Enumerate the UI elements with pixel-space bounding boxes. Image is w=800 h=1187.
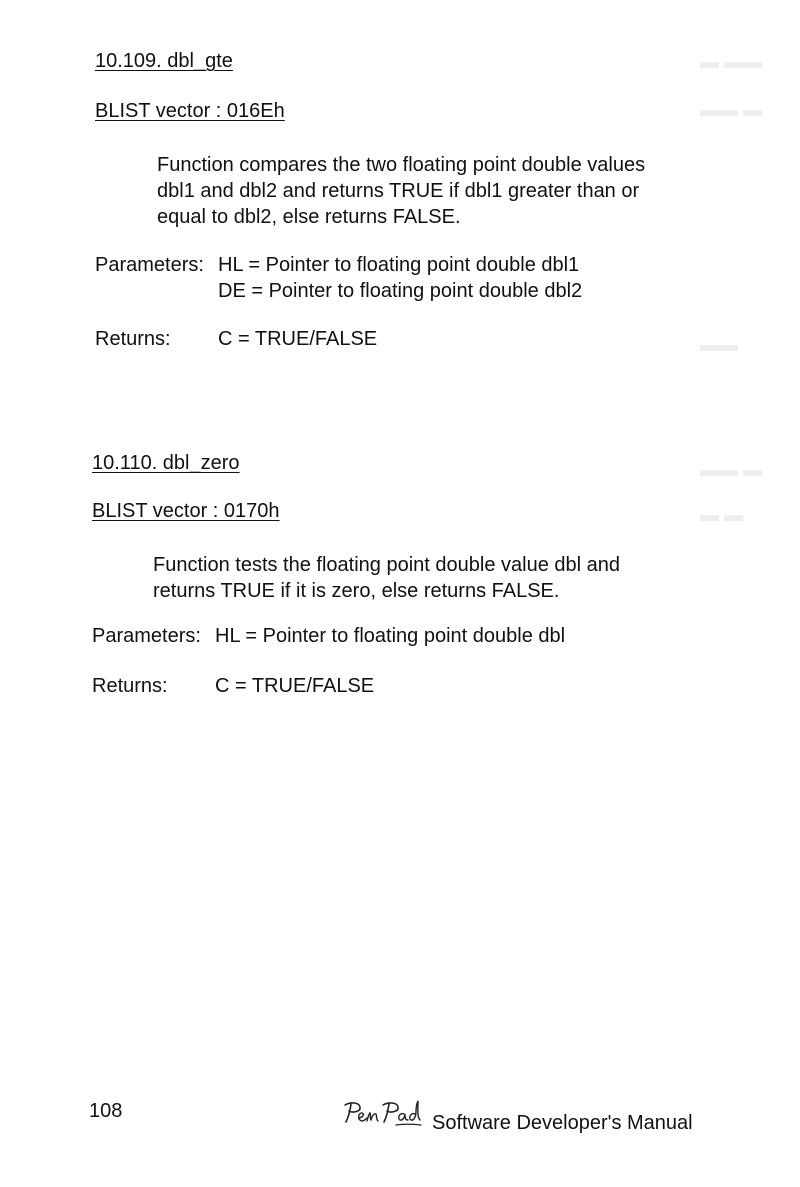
parameter-line: HL = Pointer to floating point double dbl xyxy=(215,625,566,647)
blist-vector: BLIST vector : 0170h xyxy=(92,500,280,522)
show-through-decoration: ▬ ▬▬ xyxy=(700,52,763,73)
parameter-line: DE = Pointer to floating point double dbl2 xyxy=(218,280,583,302)
function-description xyxy=(157,152,645,230)
show-through-decoration: ▬ ▬ xyxy=(700,505,744,526)
show-through-decoration: ▬▬ xyxy=(700,335,738,356)
section-heading: 10.109. dbl_gte xyxy=(95,50,233,72)
page-number: 108 xyxy=(89,1100,123,1122)
returns-label: Returns: xyxy=(95,328,171,350)
description-line: Function compares the two floating point double values xyxy=(157,154,646,176)
show-through-decoration: ▬▬ ▬ xyxy=(700,460,763,481)
returns-value: C = TRUE/FALSE xyxy=(218,328,378,350)
section-heading: 10.110. dbl_zero xyxy=(92,452,240,474)
description-line: equal to dbl2, else returns FALSE. xyxy=(157,206,461,228)
footer-manual-title xyxy=(342,1097,693,1135)
manual-title-text: Software Developer's Manual xyxy=(432,1112,693,1134)
returns-label: Returns: xyxy=(92,675,168,697)
parameter-line: HL = Pointer to floating point double dbl1 xyxy=(218,254,580,276)
returns-value: C = TRUE/FALSE xyxy=(215,675,375,697)
description-line: dbl1 and dbl2 and returns TRUE if dbl1 greater than or xyxy=(157,180,640,202)
show-through-decoration: ▬▬ ▬ xyxy=(700,100,763,121)
parameters-label: Parameters: xyxy=(95,254,204,276)
description-line: Function tests the floating point double value dbl and xyxy=(153,554,620,576)
function-description xyxy=(153,552,620,604)
penpad-logo xyxy=(342,1097,424,1129)
description-line: returns TRUE if it is zero, else returns FALSE. xyxy=(153,580,560,602)
parameters-label: Parameters: xyxy=(92,625,201,647)
blist-vector: BLIST vector : 016Eh xyxy=(95,100,285,122)
